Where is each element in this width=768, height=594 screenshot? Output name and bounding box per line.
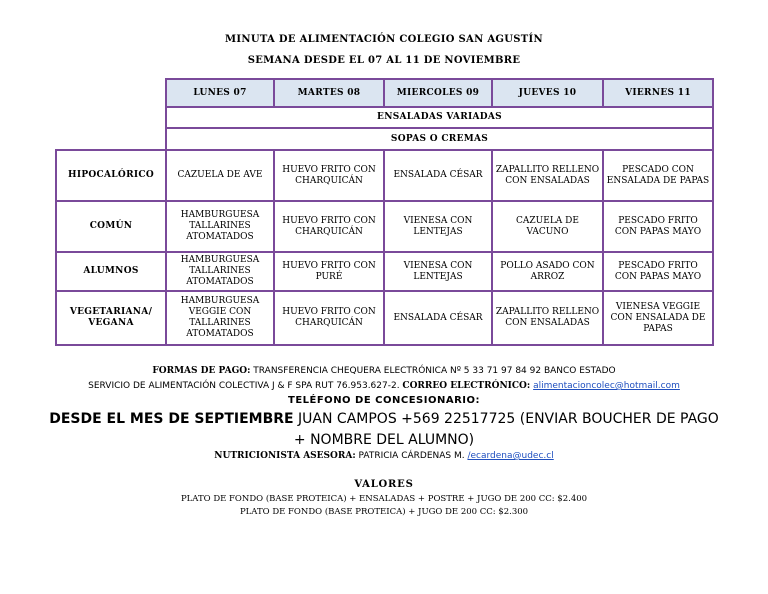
soups-band-row	[56, 128, 713, 150]
row-label: ALUMNOS	[56, 252, 166, 291]
nutritionist-label: NUTRICIONISTA ASESORA:	[214, 451, 356, 461]
menu-cell: VIENESA CON LENTEJAS	[384, 252, 492, 291]
menu-cell: CAZUELA DE VACUNO	[492, 201, 603, 252]
menu-cell: ZAPALLITO RELLENO CON ENSALADAS	[492, 291, 603, 345]
days-header-row	[56, 79, 713, 107]
row-label: HIPOCALÓRICO	[56, 150, 166, 201]
day-header: VIERNES 11	[603, 79, 713, 107]
menu-cell: PESCADO FRITO CON PAPAS MAYO	[603, 201, 713, 252]
price-line-2: PLATO DE FONDO (BASE PROTEICA) + JUGO DE 200 CC: $2.300	[239, 507, 529, 517]
nutritionist-email-link[interactable]: /ecardena@udec.cl	[467, 451, 554, 461]
menu-cell: HUEVO FRITO CON PURÉ	[274, 252, 384, 291]
soups-band: SOPAS O CREMAS	[166, 128, 713, 150]
day-header: JUEVES 10	[492, 79, 603, 107]
row-label: COMÚN	[56, 201, 166, 252]
menu-cell: HUEVO FRITO CON CHARQUICÁN	[274, 291, 384, 345]
menu-table	[55, 78, 714, 346]
menu-cell: ENSALADA CÉSAR	[384, 291, 492, 345]
row-label: VEGETARIANA/ VEGANA	[56, 291, 166, 345]
menu-cell: HUEVO FRITO CON CHARQUICÁN	[274, 150, 384, 201]
september-text: JUAN CAMPOS +569 22517725 (ENVIAR BOUCHER DE PAGO	[293, 411, 719, 427]
menu-title: MINUTA DE ALIMENTACIÓN COLEGIO SAN AGUSTÍN	[225, 34, 543, 45]
payment-line	[0, 366, 768, 376]
payment-text: TRANSFERENCIA CHEQUERA ELECTRÓNICA Nº 5 33 71 97 84 92 BANCO ESTADO	[250, 366, 616, 376]
email-link[interactable]: alimentacioncolec@hotmail.com	[533, 381, 680, 391]
empty-corner	[56, 79, 166, 107]
price-line-1: PLATO DE FONDO (BASE PROTEICA) + ENSALADAS + POSTRE + JUGO DE 200 CC: $2.400	[180, 494, 588, 504]
week-subtitle: SEMANA DESDE EL 07 AL 11 DE NOVIEMBRE	[247, 55, 521, 66]
table-row	[56, 150, 713, 201]
menu-cell: CAZUELA DE AVE	[166, 150, 274, 201]
day-header: LUNES 07	[166, 79, 274, 107]
september-label: DESDE EL MES DE SEPTIEMBRE	[49, 411, 294, 427]
service-line	[0, 381, 768, 391]
september-line	[0, 411, 768, 427]
day-header: MARTES 08	[274, 79, 384, 107]
email-label: CORREO ELECTRÓNICO:	[402, 381, 531, 391]
values-heading: VALORES	[354, 479, 414, 490]
salads-band-row	[56, 107, 713, 128]
menu-cell: HAMBURGUESA VEGGIE CON TALLARINES ATOMATADOS	[166, 291, 274, 345]
menu-cell: POLLO ASADO CON ARROZ	[492, 252, 603, 291]
table-row	[56, 252, 713, 291]
table-row	[56, 291, 713, 345]
menu-cell: PESCADO FRITO CON PAPAS MAYO	[603, 252, 713, 291]
table-row	[56, 201, 713, 252]
menu-cell: ENSALADA CÉSAR	[384, 150, 492, 201]
menu-cell: PESCADO CON ENSALADA DE PAPAS	[603, 150, 713, 201]
nutritionist-line	[0, 451, 768, 461]
salads-band: ENSALADAS VARIADAS	[166, 107, 713, 128]
menu-cell: HAMBURGUESA TALLARINES ATOMATADOS	[166, 201, 274, 252]
nutritionist-name: PATRICIA CÁRDENAS M.	[355, 451, 468, 461]
menu-cell: VIENESA VEGGIE CON ENSALADA DE PAPAS	[603, 291, 713, 345]
phone-label: TELÉFONO DE CONCESIONARIO:	[288, 395, 480, 406]
payment-label: FORMAS DE PAGO:	[152, 366, 251, 376]
service-text: SERVICIO DE ALIMENTACIÓN COLECTIVA J & F SPA RUT 76.953.627-2.	[88, 381, 403, 391]
september-line-2: + NOMBRE DEL ALUMNO)	[293, 432, 475, 448]
empty-left	[56, 107, 166, 128]
menu-cell: HAMBURGUESA TALLARINES ATOMATADOS	[166, 252, 274, 291]
menu-cell: VIENESA CON LENTEJAS	[384, 201, 492, 252]
menu-cell: HUEVO FRITO CON CHARQUICÁN	[274, 201, 384, 252]
empty-left	[56, 128, 166, 150]
menu-cell: ZAPALLITO RELLENO CON ENSALADAS	[492, 150, 603, 201]
day-header: MIERCOLES 09	[384, 79, 492, 107]
